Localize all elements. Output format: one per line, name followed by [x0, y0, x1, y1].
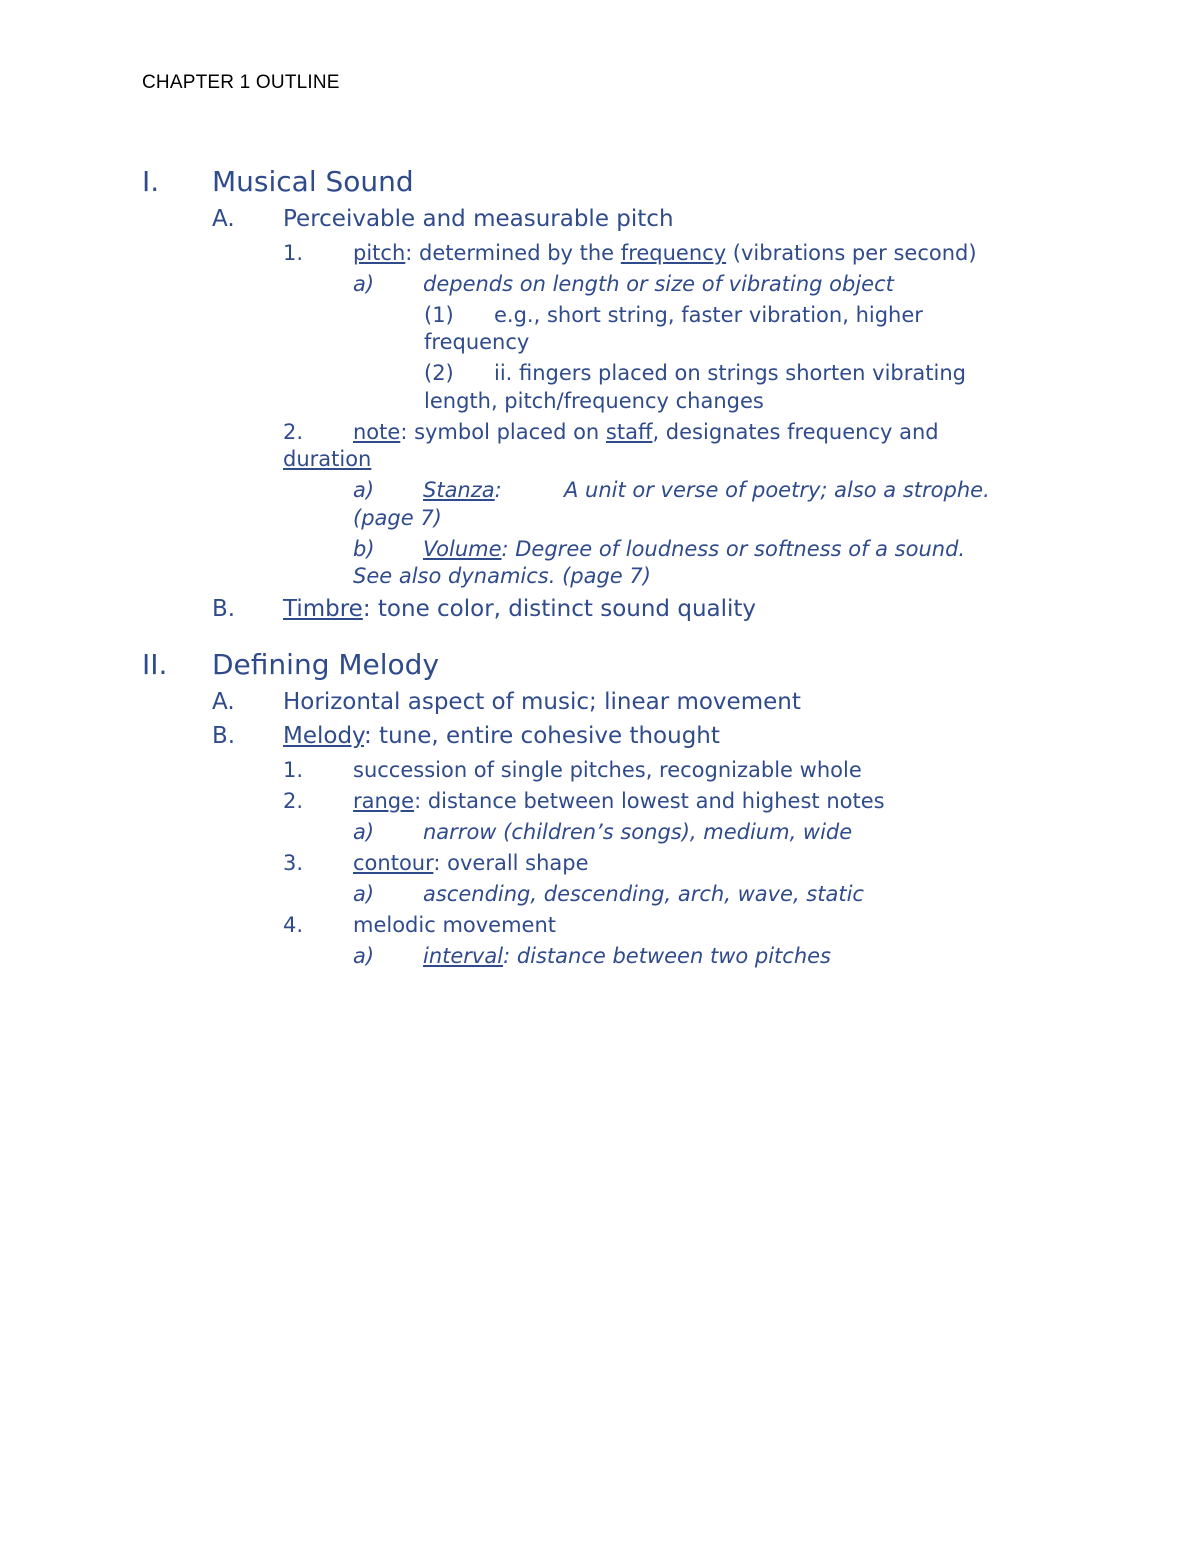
- term-contour: contour: [353, 851, 434, 875]
- outline-item-1A2-cont: [283, 445, 371, 473]
- outline-marker: a): [353, 820, 375, 844]
- section-1-heading: [142, 164, 414, 200]
- term-timbre: Timbre: [283, 596, 363, 622]
- outline-text: : distance between lowest and highest notes: [414, 789, 885, 813]
- outline-text: A unit or verse of poetry; also a strophe.: [564, 478, 990, 502]
- outline-marker: a): [353, 882, 375, 906]
- outline-marker: B.: [212, 596, 236, 622]
- outline-marker: a): [353, 478, 375, 502]
- outline-text: ascending, descending, arch, wave, static: [423, 882, 864, 906]
- outline-item-1A1: [283, 239, 977, 267]
- outline-marker: a): [353, 944, 375, 968]
- section-2-heading: [142, 647, 439, 683]
- outline-item-2B4: [283, 911, 556, 939]
- outline-text: : determined by the: [405, 241, 621, 265]
- outline-item-1A: [212, 205, 674, 233]
- term-pitch: pitch: [353, 241, 406, 265]
- section-2-title: Defining Melody: [212, 648, 440, 681]
- outline-marker: a): [353, 272, 375, 296]
- outline-text: depends on length or size of vibrating object: [423, 272, 894, 296]
- term-range: range: [353, 789, 415, 813]
- outline-item-1A2a-cont: (page 7): [353, 506, 442, 530]
- outline-item-1A2: [283, 418, 939, 446]
- outline-item-2B1: [283, 756, 862, 784]
- outline-marker: b): [353, 537, 375, 561]
- outline-item-1A2a: [353, 476, 990, 504]
- outline-item-1A2b-cont: See also dynamics. (page 7): [353, 564, 651, 588]
- outline-text: , designates frequency and: [652, 420, 939, 444]
- outline-item-1A1a1: [424, 301, 923, 329]
- outline-item-2B3a: [353, 880, 864, 908]
- outline-marker: A.: [212, 689, 235, 715]
- term-duration: duration: [283, 447, 372, 471]
- outline-text: : Degree of loudness or softness of a sound.: [501, 537, 966, 561]
- outline-marker: 1.: [283, 758, 304, 782]
- outline-text: : overall shape: [433, 851, 589, 875]
- outline-marker: (1): [424, 303, 454, 327]
- outline-item-2B4a: [353, 942, 831, 970]
- outline-text: : symbol placed on: [400, 420, 606, 444]
- term-staff: staff: [605, 420, 653, 444]
- outline-item-1A1a2-cont: length, pitch/frequency changes: [424, 389, 764, 413]
- outline-text: Horizontal aspect of music; linear movement: [283, 689, 801, 715]
- outline-item-2B2a: [353, 818, 852, 846]
- outline-text: Perceivable and measurable pitch: [283, 206, 674, 232]
- outline-marker: (2): [424, 361, 454, 385]
- outline-item-2B: [212, 722, 720, 750]
- outline-marker: B.: [212, 723, 236, 749]
- term-stanza: Stanza: [423, 478, 495, 502]
- term-note: note: [353, 420, 401, 444]
- outline-text: (vibrations per second): [726, 241, 977, 265]
- outline-marker: 3.: [283, 851, 304, 875]
- outline-item-2B3: [283, 849, 589, 877]
- outline-marker: A.: [212, 206, 235, 232]
- outline-text: : tone color, distinct sound quality: [362, 596, 757, 622]
- section-2-marker: II.: [142, 648, 168, 681]
- outline-item-2A: [212, 688, 801, 716]
- term-frequency: frequency: [620, 241, 727, 265]
- section-1-title: Musical Sound: [212, 165, 414, 198]
- outline-text: narrow (children’s songs), medium, wide: [423, 820, 853, 844]
- outline-item-1A1a: [353, 270, 894, 298]
- outline-marker: 4.: [283, 913, 304, 937]
- outline-marker: 2.: [283, 420, 304, 444]
- outline-marker: 1.: [283, 241, 304, 265]
- outline-item-1A1a2: [424, 359, 966, 387]
- outline-item-1A1a1-cont: frequency: [424, 330, 530, 354]
- page-header: CHAPTER 1 OUTLINE: [142, 72, 340, 93]
- outline-item-2B2: [283, 787, 885, 815]
- outline-text: e.g., short string, faster vibration, higher: [494, 303, 923, 327]
- term-volume: Volume: [423, 537, 502, 561]
- outline-item-1A2b: [353, 535, 965, 563]
- term-interval: interval: [423, 944, 504, 968]
- outline-text: :: [494, 478, 502, 502]
- outline-text: melodic movement: [353, 913, 557, 937]
- term-melody: Melody: [283, 723, 364, 749]
- section-1-marker: I.: [142, 165, 160, 198]
- outline-marker: 2.: [283, 789, 304, 813]
- outline-item-1B: [212, 595, 756, 623]
- outline-text: : distance between two pitches: [503, 944, 832, 968]
- outline-text: succession of single pitches, recognizable whole: [353, 758, 862, 782]
- outline-text: ii. fingers placed on strings shorten vibrating: [494, 361, 966, 385]
- outline-text: : tune, entire cohesive thought: [364, 723, 720, 749]
